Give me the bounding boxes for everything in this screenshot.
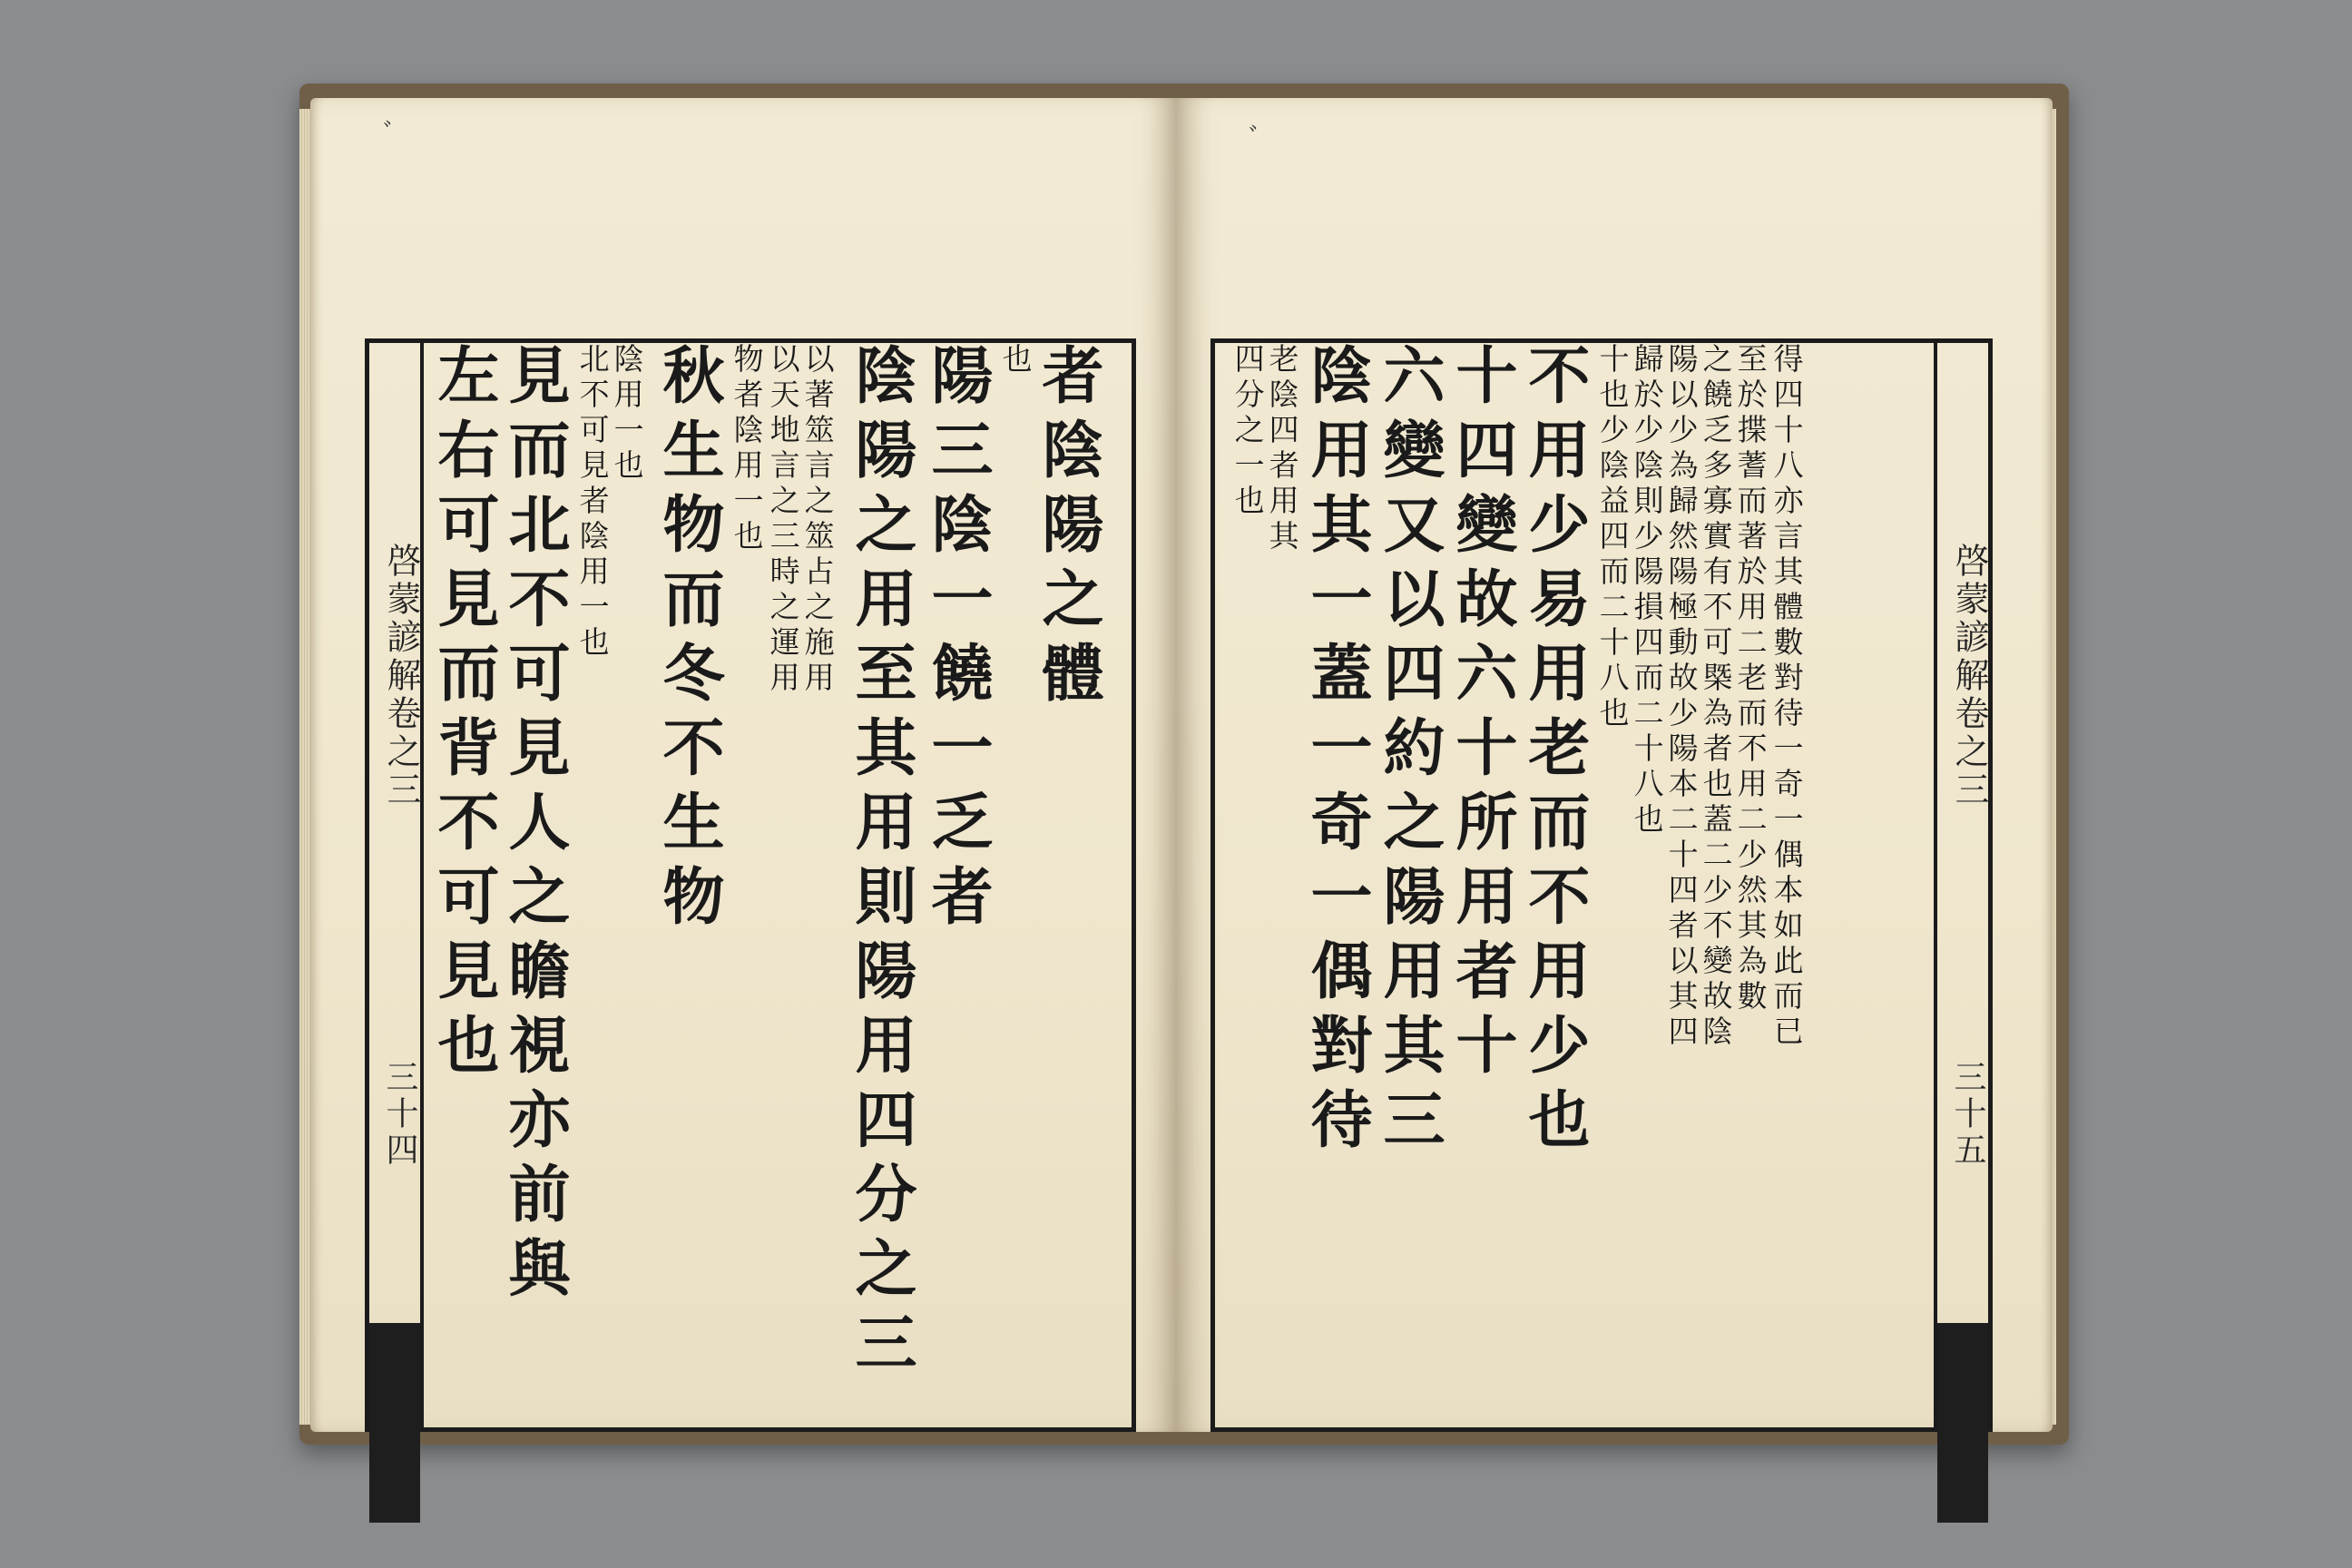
left-page bbox=[310, 98, 1176, 1432]
annotation-column: 陽以少為歸然陽極動故少陽本二十四者以其四 bbox=[1663, 343, 1700, 1051]
right-page-number: 三十五 bbox=[1949, 1060, 1986, 1169]
text-column: 不用少易用老而不用少也 bbox=[1518, 343, 1591, 1161]
annotation-column: 也 bbox=[997, 343, 1034, 378]
annotation-column: 十也少陰益四而二十八也 bbox=[1594, 343, 1631, 732]
text-column: 陰用其一蓋一奇一偶對待 bbox=[1300, 343, 1373, 1161]
annotation-column: 以天地言之三時之運用 bbox=[765, 343, 801, 697]
right-text-frame bbox=[1210, 338, 1993, 1432]
right-page bbox=[1176, 98, 2053, 1432]
page-smudge: ﾞ bbox=[383, 119, 397, 151]
annotation-column: 以著筮言之筮占之施用 bbox=[799, 343, 836, 697]
annotation-column: 之饒乏多寡實有不可槩為者也蓋二少不變故陰 bbox=[1698, 343, 1734, 1051]
text-column: 見而北不可見人之瞻視亦前與 bbox=[498, 343, 571, 1310]
annotation-column: 至於揲蓍而著於用二老而不用二少然其為數 bbox=[1732, 343, 1769, 1015]
text-column: 六變又以四約之陽用其三 bbox=[1373, 343, 1446, 1161]
annotation-column: 陰用一也 bbox=[609, 343, 645, 485]
left-page-number: 三十四 bbox=[381, 1060, 418, 1169]
text-column: 者陰陽之體 bbox=[1032, 343, 1104, 715]
right-margin-ink-band bbox=[1937, 1323, 1988, 1523]
annotation-column: 歸於少陰則少陽損四而二十八也 bbox=[1629, 343, 1665, 838]
text-column: 十四變故六十所用者十 bbox=[1446, 343, 1518, 1087]
annotation-column: 得四十八亦言其體數對待一奇一偶本如此而已 bbox=[1769, 343, 1805, 1051]
annotation-column: 北不可見者陰用一也 bbox=[574, 343, 611, 662]
left-margin-title: 啓蒙諺解卷之三 bbox=[381, 543, 421, 809]
text-column: 陽三陰一饒一乏者 bbox=[921, 343, 994, 938]
left-margin-ink-band bbox=[369, 1323, 420, 1523]
text-column: 左右可見而背不可見也 bbox=[427, 343, 500, 1087]
text-column: 秋生物而冬不生物 bbox=[652, 343, 725, 938]
right-page-margin-column bbox=[1934, 343, 1988, 1427]
left-text-frame bbox=[365, 338, 1136, 1432]
right-margin-title: 啓蒙諺解卷之三 bbox=[1949, 543, 1989, 809]
annotation-column: 四分之一也 bbox=[1230, 343, 1266, 520]
annotation-column: 物者陰用一也 bbox=[729, 343, 765, 555]
page-smudge: ﾞ bbox=[1249, 123, 1262, 155]
text-column: 陰陽之用至其用則陽用四分之三 bbox=[845, 343, 917, 1385]
left-page-margin-column bbox=[369, 343, 424, 1427]
annotation-column: 老陰四者用其 bbox=[1264, 343, 1300, 555]
